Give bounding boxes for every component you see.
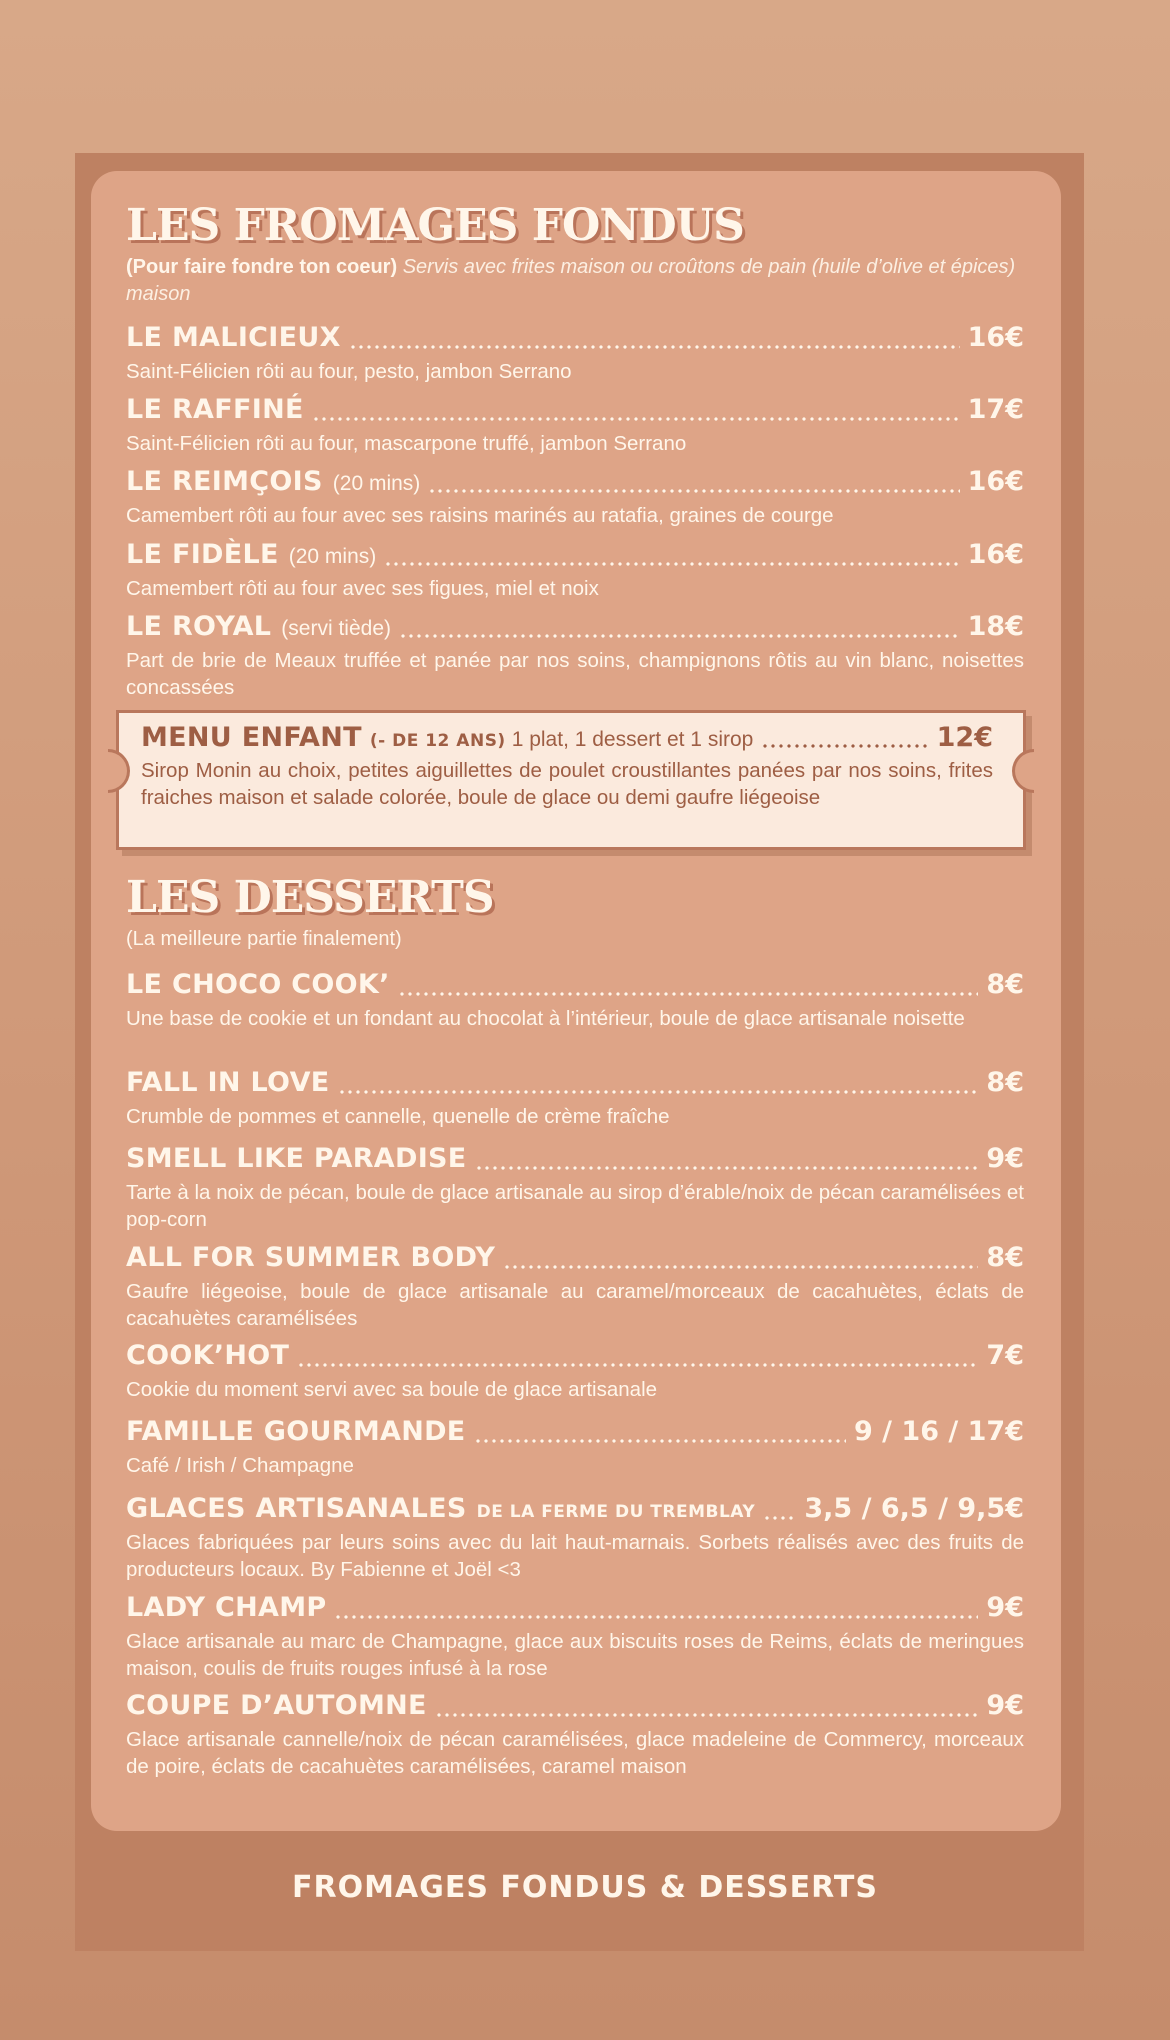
menu-item bbox=[126, 1686, 1024, 1780]
item-note: (20 mins) bbox=[332, 472, 421, 495]
item-name: LE CHOCO COOK’ bbox=[126, 969, 390, 1000]
item-description: Glaces fabriquées par leurs soins avec du lait haut-marnais. Sorbets réalisés avec des fruits de producteurs locaux. By Fabienne et Joël <3 bbox=[126, 1531, 1024, 1581]
item-price: 17€ bbox=[967, 394, 1024, 425]
leader-dots bbox=[428, 489, 959, 493]
ticket-notch-left bbox=[108, 749, 130, 793]
item-name: LE REIMÇOIS bbox=[126, 466, 323, 497]
menu-item bbox=[126, 1489, 1024, 1583]
menu-item bbox=[126, 1336, 1024, 1403]
fromages-subtitle-bold: (Pour faire fondre ton coeur) bbox=[126, 256, 398, 278]
item-name: LADY CHAMP bbox=[126, 1592, 327, 1623]
menu-item bbox=[126, 1063, 1024, 1130]
kids-menu-price: 12€ bbox=[936, 722, 993, 753]
item-description: Gaufre liégeoise, boule de glace artisanale au caramel/morceaux de cacahuètes, éclats de cacahuètes caramélisées bbox=[126, 1280, 1024, 1330]
menu-item bbox=[126, 462, 1024, 529]
menu-item bbox=[126, 318, 1024, 385]
item-price: 7€ bbox=[986, 1340, 1024, 1371]
leader-dots bbox=[503, 1265, 978, 1269]
item-name: LE RAFFINÉ bbox=[126, 394, 304, 425]
item-note: (20 mins) bbox=[288, 545, 377, 568]
item-price: 18€ bbox=[967, 611, 1024, 642]
leader-dots bbox=[384, 562, 959, 566]
item-description: Glace artisanale cannelle/noix de pécan caramélisées, glace madeleine de Commercy, morceaux de poire, éclats de cacahuètes caramélisées, caramel maison bbox=[126, 1728, 1024, 1778]
menu-item bbox=[126, 1412, 1024, 1479]
menu-item bbox=[126, 1139, 1024, 1233]
item-price: 3,5 / 6,5 / 9,5€ bbox=[804, 1493, 1024, 1524]
fromages-subtitle bbox=[126, 254, 1016, 308]
desserts-title: LES DESSERTS bbox=[126, 872, 494, 923]
item-name: GLACES ARTISANALES bbox=[126, 1493, 467, 1524]
item-description: Tarte à la noix de pécan, boule de glace artisanale au sirop d’érable/noix de pécan caramélisées et pop-corn bbox=[126, 1181, 1024, 1231]
menu-item bbox=[126, 1588, 1024, 1682]
item-description: Saint-Félicien rôti au four, mascarpone truffé, jambon Serrano bbox=[126, 432, 687, 455]
leader-dots bbox=[312, 417, 960, 421]
item-price: 8€ bbox=[986, 1067, 1024, 1098]
item-name: FAMILLE GOURMANDE bbox=[126, 1416, 466, 1447]
kids-menu-age: (- DE 12 ANS) bbox=[369, 731, 506, 751]
item-name: LE FIDÈLE bbox=[126, 539, 279, 570]
footer-title: FROMAGES FONDUS & DESSERTS bbox=[292, 1870, 878, 1905]
leader-dots bbox=[334, 1615, 978, 1619]
item-description: Glace artisanale au marc de Champagne, glace aux biscuits roses de Reims, éclats de meringues maison, coulis de fruits rouges infusé à la rose bbox=[126, 1630, 1024, 1680]
item-name: ALL FOR SUMMER BODY bbox=[126, 1242, 496, 1273]
menu-item bbox=[126, 535, 1024, 602]
item-price: 16€ bbox=[967, 466, 1024, 497]
kids-menu-name: MENU ENFANT bbox=[141, 722, 362, 753]
leader-dots bbox=[338, 1090, 979, 1094]
leader-dots bbox=[399, 634, 960, 638]
item-name: SMELL LIKE PARADISE bbox=[126, 1143, 467, 1174]
item-note: (servi tiède) bbox=[281, 617, 391, 640]
item-description: Saint-Félicien rôti au four, pesto, jambon Serrano bbox=[126, 360, 572, 383]
item-price: 8€ bbox=[986, 969, 1024, 1000]
item-price: 16€ bbox=[967, 322, 1024, 353]
leader-dots bbox=[761, 744, 928, 748]
item-description: Crumble de pommes et cannelle, quenelle de crème fraîche bbox=[126, 1105, 670, 1128]
menu-item bbox=[126, 390, 1024, 457]
item-name: COUPE D’AUTOMNE bbox=[126, 1690, 427, 1721]
item-name: LE MALICIEUX bbox=[126, 322, 341, 353]
leader-dots bbox=[297, 1363, 978, 1367]
leader-dots bbox=[474, 1439, 846, 1443]
item-description: Camembert rôti au four avec ses figues, miel et noix bbox=[126, 577, 599, 600]
item-price: 16€ bbox=[967, 539, 1024, 570]
item-description: Une base de cookie et un fondant au chocolat à l’intérieur, boule de glace artisanale noisette bbox=[126, 1007, 965, 1030]
menu-item bbox=[126, 1238, 1024, 1332]
kids-menu-description: Sirop Monin au choix, petites aiguillettes de poulet croustillantes panées par nos soins, frites fraiches maison et salade colorée, boule de glace ou demi gaufre liégeoise bbox=[141, 759, 993, 809]
kids-menu-contents: 1 plat, 1 dessert et 1 sirop bbox=[511, 728, 754, 751]
item-name: COOK’HOT bbox=[126, 1340, 290, 1371]
fromages-subtitle-italic: Servis avec frites maison ou croûtons de pain (huile d’olive et épices) maison bbox=[126, 256, 1016, 305]
item-name: FALL IN LOVE bbox=[126, 1067, 330, 1098]
leader-dots bbox=[475, 1166, 979, 1170]
item-price: 9€ bbox=[986, 1143, 1024, 1174]
item-description: Café / Irish / Champagne bbox=[126, 1454, 354, 1477]
leader-dots bbox=[398, 992, 979, 996]
leader-dots bbox=[435, 1713, 979, 1717]
item-price: 8€ bbox=[986, 1242, 1024, 1273]
leader-dots bbox=[349, 345, 960, 349]
item-price: 9€ bbox=[986, 1592, 1024, 1623]
item-name: LE ROYAL bbox=[126, 611, 272, 642]
fromages-title: LES FROMAGES FONDUS bbox=[126, 200, 744, 251]
item-description: Camembert rôti au four avec ses raisins marinés au ratafia, graines de courge bbox=[126, 504, 834, 527]
item-description: Cookie du moment servi avec sa boule de glace artisanale bbox=[126, 1378, 658, 1401]
item-note: DE LA FERME DU TREMBLAY bbox=[476, 1502, 756, 1522]
leader-dots bbox=[763, 1516, 796, 1520]
desserts-subtitle: (La meilleure partie finalement) bbox=[126, 928, 402, 950]
kids-menu-box bbox=[116, 710, 1026, 850]
item-price: 9 / 16 / 17€ bbox=[853, 1416, 1024, 1447]
menu-item bbox=[126, 607, 1024, 701]
item-price: 9€ bbox=[986, 1690, 1024, 1721]
menu-item bbox=[126, 965, 1024, 1032]
item-description: Part de brie de Meaux truffée et panée par nos soins, champignons rôtis au vin blanc, noisettes concassées bbox=[126, 649, 1024, 699]
ticket-notch-right bbox=[1012, 749, 1034, 793]
